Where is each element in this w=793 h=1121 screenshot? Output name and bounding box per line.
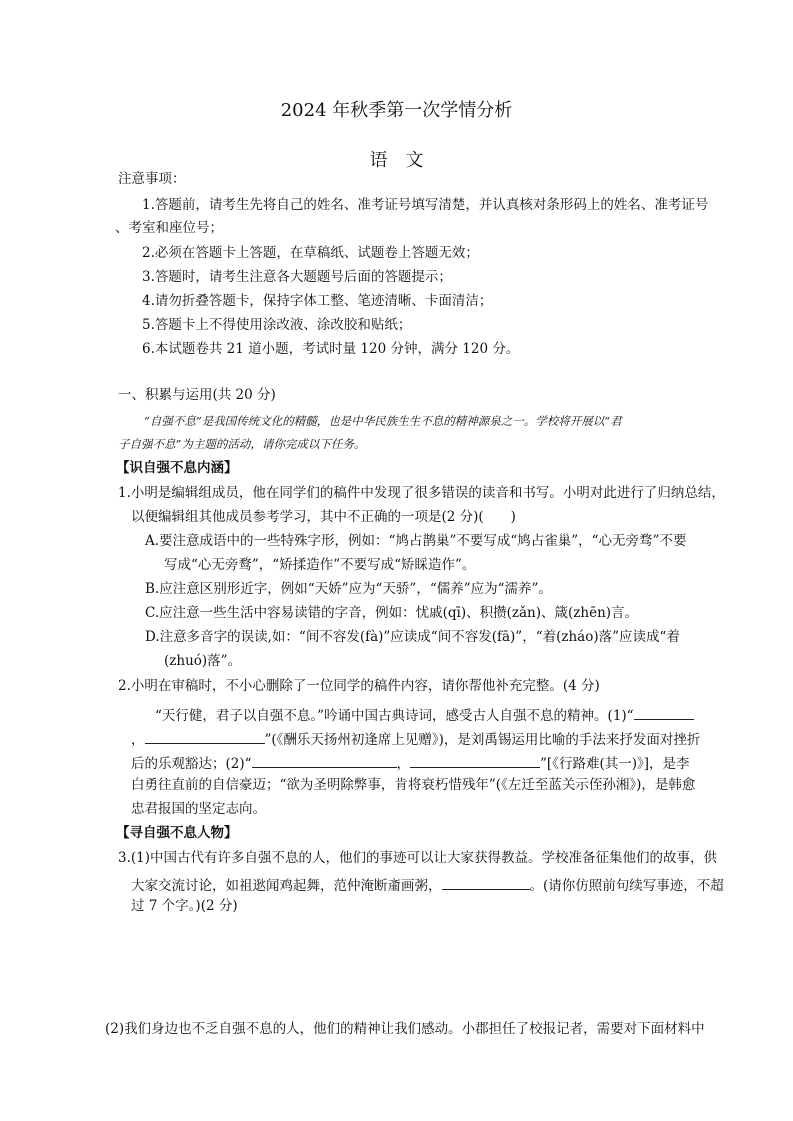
subsection-heading-2: 【寻自强不息人物】 (116, 825, 238, 841)
note-1: 1.答题前，请考生先将自己的姓名、准考证号填写清楚，并认真核对条形码上的姓名、准考证号 (142, 197, 709, 213)
q3-text: 。(请你仿照前句续写事迹，不超 (529, 878, 724, 894)
option-d-line-1: D.注意多音字的误读,如：“间不容发(fà)”应读成“间不容发(fā)”，“着(zháo)落”应读成“着 (145, 629, 680, 645)
note-2: 2.必须在答题卡上答题，在草稿纸、试题卷上答题无效； (142, 245, 479, 261)
q2-text: ”[《行路难(其一)》]，是李 (540, 756, 690, 772)
notes-heading: 注意事项： (118, 171, 186, 187)
section-heading: 一、积累与运用(共 20 分) (118, 387, 276, 403)
answer-blank[interactable] (145, 730, 265, 744)
q2-text: “天行健，君子以自强不息。”吟诵中国古典诗词，感受古人自强不息的精神。(1)“ (155, 708, 634, 724)
question-2-line-2 (131, 730, 700, 748)
question-2-stem: 2.小明在审稿时，不小心删除了一位同学的稿件内容，请你帮他补充完整。(4 分) (118, 678, 600, 694)
option-c: C.应注意一些生活中容易读错的字音，例如：忧戚(qī)、积攒(zǎn)、箴(zhēn)言。 (145, 605, 639, 621)
note-3: 3.答题时，请考生注意各大题题号后面的答题提示； (142, 269, 452, 285)
q2-text: ， (131, 732, 145, 748)
q2-text: ， (396, 756, 411, 772)
answer-blank[interactable] (252, 754, 397, 768)
question-3-line-3: 过 7 个字。)(2 分) (131, 898, 238, 914)
answer-blank[interactable] (634, 706, 694, 720)
option-d-line-2: (zhuó)落”。 (164, 653, 242, 669)
note-6: 6.本试题卷共 21 道小题，考试时量 120 分钟，满分 120 分。 (142, 341, 520, 357)
question-3-line-2 (131, 876, 724, 894)
option-a-line-1: A.要注意成语中的一些特殊字形，例如：“鸠占鹊巢”不要写成“鸠占雀巢”，“心无旁骛”不要 (145, 533, 687, 549)
question-2-line-5: 忠君报国的坚定志向。 (131, 801, 266, 817)
question-2-line-4: 白勇往直前的自信豪迈；“欲为圣明除弊事，肯将衰朽惜残年”(《左迁至蓝关示侄孙湘》)，是韩愈 (131, 777, 696, 793)
question-2-line-3 (131, 754, 690, 772)
section-intro-1: “自强不息”是我国传统文化的精髓，也是中华民族生生不息的精神源泉之一。学校将开展以“君 (144, 414, 622, 428)
question-1-line-2: 以便编辑组其他成员参考学习，其中不正确的一项是(2 分)( ) (131, 509, 516, 525)
q2-text: 后的乐观豁达；(2)“ (131, 756, 252, 772)
answer-blank[interactable] (410, 754, 540, 768)
option-a-line-2: 写成“心无旁鹜”，“矫揉造作”不要写成“矫睬造作”。 (164, 557, 476, 573)
option-b: B.应注意区别形近字，例如“天娇”应为“天骄”，“儒养”应为“濡养”。 (145, 581, 552, 597)
note-4: 4.请勿折叠答题卡，保持字体工整、笔迹清晰、卡面清洁； (142, 293, 493, 309)
question-2-line-1 (155, 706, 694, 724)
question-1-line-1: 1.小明是编辑组成员，他在同学们的稿件中发现了很多错误的读音和书写。小明对此进行了归纳总结， (118, 485, 725, 501)
question-3-line-1: 3.(1)中国古代有许多自强不息的人，他们的事迹可以让大家获得教益。学校准备征集他们的故事，供 (118, 850, 718, 866)
page-title: 2024 年秋季第一次学情分析 (280, 100, 513, 121)
note-1-cont: 、考室和座位号； (115, 220, 223, 236)
answer-blank[interactable] (442, 876, 530, 890)
subject-title: 语 文 (369, 150, 424, 171)
q3-text: 大家交流讨论，如祖逖闻鸡起舞，范仲淹断齑画粥， (131, 878, 442, 894)
subsection-heading-1: 【识自强不息内涵】 (116, 460, 238, 476)
q2-text: ”(《酬乐天扬州初逢席上见赠》)，是刘禹锡运用比喻的手法来抒发面对挫折 (264, 732, 701, 748)
note-5: 5.答题卡上不得使用涂改液、涂改胶和贴纸； (142, 317, 412, 333)
question-3-part-2: (2)我们身边也不乏自强不息的人，他们的精神让我们感动。小郡担任了校报记者，需要对下面材料中 (105, 1021, 705, 1037)
section-intro-2: 子自强不息”为主题的活动，请你完成以下任务。 (118, 437, 366, 451)
